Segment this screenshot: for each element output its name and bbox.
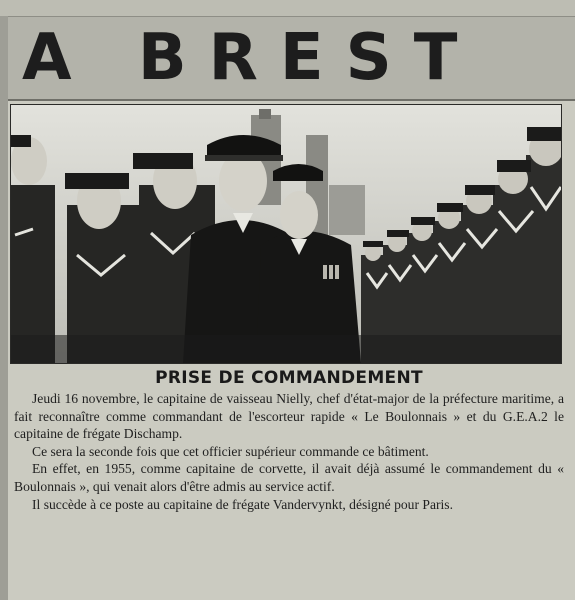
medals (323, 265, 339, 279)
article-paragraph: En effet, en 1955, comme capitaine de corvette, il avait déjà assumé le commandement du « Boulonnais », qui venait alors d'être admis au service actif. (14, 461, 564, 494)
headline-band (8, 16, 575, 101)
top-margin-strip (0, 0, 575, 16)
article-paragraph: Ce sera la seconde fois que cet officier supérieur commande ce bâtiment. (32, 443, 429, 459)
article-title: PRISE DE COMMANDEMENT (155, 368, 423, 388)
photo-illustration (11, 105, 561, 363)
article-body (14, 390, 564, 513)
news-photo (10, 104, 562, 364)
article-paragraph: Jeudi 16 novembre, le capitaine de vaisseau Nielly, chef d'état-major de la préfecture maritime, a fait reconnaître comme commandant de l'escorteur rapide « Le Boulonnais » et du G.E.A.2 le capitaine de frégate Dischamp. (14, 391, 564, 442)
left-column-rule (0, 16, 8, 600)
article (14, 366, 564, 513)
headline: A BREST (22, 21, 480, 95)
photo-shadow (11, 335, 561, 363)
article-paragraph: Il succède à ce poste au capitaine de frégate Vandervynkt, désigné pour Paris. (32, 496, 453, 512)
